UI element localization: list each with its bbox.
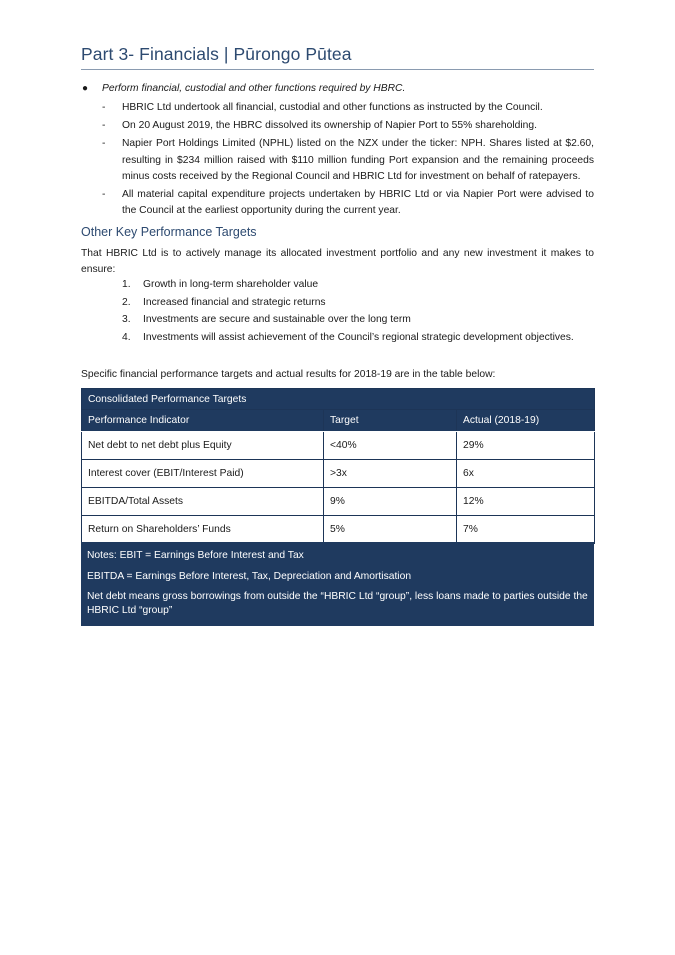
bullet-dot-icon: ● — [82, 83, 89, 94]
table-caption: Specific financial performance targets and actual results for 2018-19 are in the table below: — [81, 369, 496, 380]
list-item — [81, 314, 594, 332]
list-text: Investments are secure and sustainable over the long term — [143, 314, 411, 325]
sub-item — [81, 136, 594, 185]
note-line: Notes: EBIT = Earnings Before Interest and Tax — [87, 550, 304, 561]
table-cell: 9% — [324, 488, 457, 516]
bullet-text: Perform financial, custodial and other functions required by HBRC. — [102, 83, 406, 94]
table-row — [82, 432, 595, 460]
table-header-row — [82, 410, 595, 432]
table-cell: <40% — [324, 432, 457, 460]
sub-item — [81, 187, 594, 219]
list-item — [81, 332, 594, 350]
table-row — [82, 488, 595, 516]
sub-item-text: HBRIC Ltd undertook all financial, custodial and other functions as instructed by the Council. — [122, 102, 543, 113]
sub-item-text: All material capital expenditure projects undertaken by HBRIC Ltd or via Napier Port were advised to the Council at the earliest opportunity during the current year. — [122, 189, 594, 217]
table-title: Consolidated Performance Targets — [82, 389, 595, 410]
table-row — [82, 516, 595, 544]
table-cell: 6x — [457, 460, 595, 488]
numbered-list — [81, 279, 594, 349]
section-intro: That HBRIC Ltd is to actively manage its allocated investment portfolio and any new investment it makes to ensure: — [81, 248, 594, 275]
column-header: Performance Indicator — [82, 410, 324, 432]
dash-icon: - — [102, 102, 106, 113]
list-item — [81, 297, 594, 315]
dash-icon: - — [102, 120, 106, 132]
column-header: Target — [324, 410, 457, 432]
title-divider — [81, 69, 594, 70]
table-title-row — [82, 389, 595, 410]
sub-item-text: Napier Port Holdings Limited (NPHL) listed on the NZX under the ticker: NPH. Shares listed at $2.60, resulting in $234 million raised with $110 million funding Port expansion and the remaining proceeds minus costs received by the Regional Council and HBRIC Ltd for investment on behalf of ratepayers. — [122, 138, 594, 182]
table-cell: EBITDA/Total Assets — [82, 488, 324, 516]
table-cell: Net debt to net debt plus Equity — [82, 432, 324, 460]
dash-icon: - — [102, 138, 106, 150]
performance-table — [81, 388, 595, 544]
table-row — [82, 460, 595, 488]
column-header: Actual (2018-19) — [457, 410, 595, 432]
list-number: 1. — [122, 279, 131, 290]
sub-item-text: On 20 August 2019, the HBRC dissolved its ownership of Napier Port to 55% shareholding. — [122, 120, 537, 132]
section-heading: Other Key Performance Targets — [81, 225, 257, 239]
table-cell: 5% — [324, 516, 457, 544]
table-cell: 12% — [457, 488, 595, 516]
note-line: Net debt means gross borrowings from outside the “HBRIC Ltd “group”, less loans made to parties outside the HBRIC Ltd “group” — [87, 591, 588, 616]
table-cell: 29% — [457, 432, 595, 460]
note-line: EBITDA = Earnings Before Interest, Tax, Depreciation and Amortisation — [87, 570, 412, 582]
list-number: 2. — [122, 296, 131, 308]
list-number: 4. — [122, 331, 131, 343]
list-number: 3. — [122, 314, 131, 325]
dash-icon: - — [102, 189, 106, 201]
list-item — [81, 279, 594, 297]
list-text: Growth in long-term shareholder value — [143, 279, 319, 290]
list-text: Increased financial and strategic returns — [143, 296, 326, 308]
table-cell: 7% — [457, 516, 595, 544]
sub-item — [81, 100, 594, 116]
sub-item — [81, 118, 594, 134]
table-cell: >3x — [324, 460, 457, 488]
functions-sublist — [81, 100, 594, 221]
list-text: Investments will assist achievement of the Council’s regional strategic development objectives. — [143, 331, 574, 343]
table-notes — [81, 542, 594, 626]
table-cell: Interest cover (EBIT/Interest Paid) — [82, 460, 324, 488]
table-cell: Return on Shareholders’ Funds — [82, 516, 324, 544]
page-title: Part 3- Financials | Pūrongo Pūtea — [81, 44, 352, 64]
